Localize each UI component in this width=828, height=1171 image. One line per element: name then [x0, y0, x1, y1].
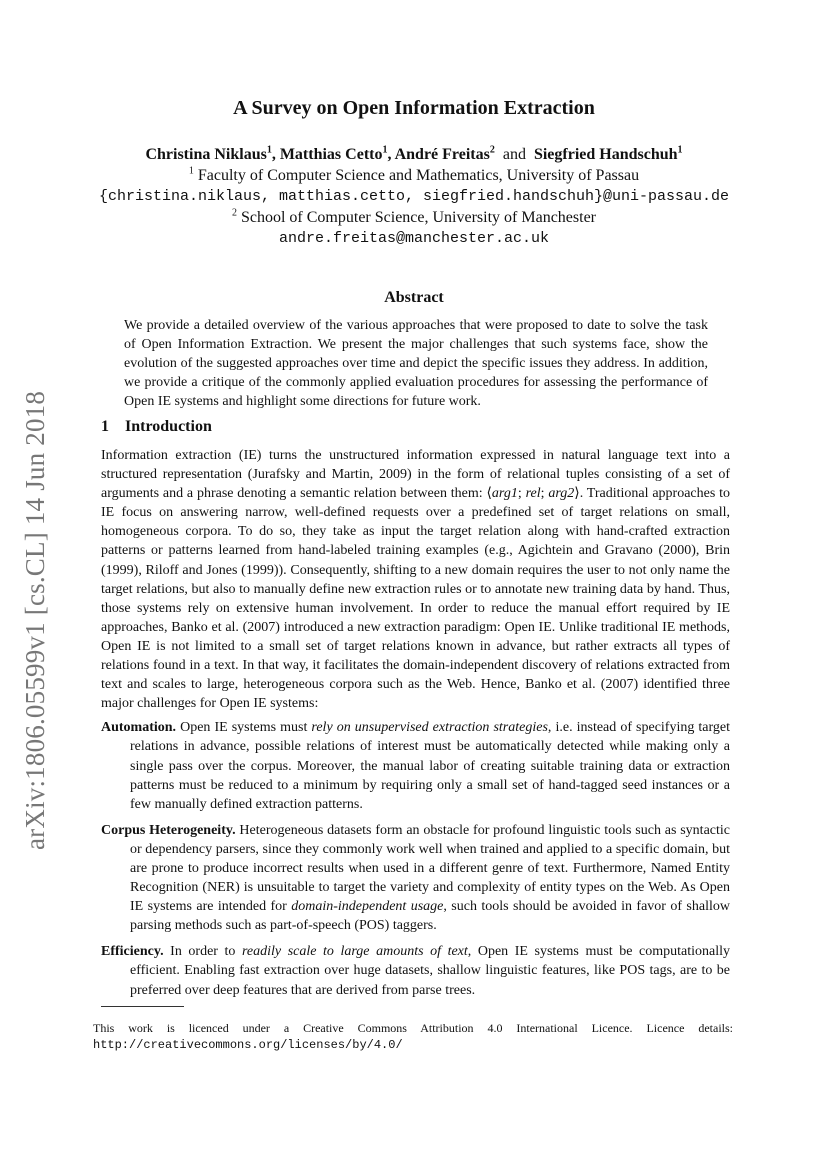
license-link[interactable]: http://creativecommons.org/licenses/by/4.0/	[93, 1038, 403, 1052]
tuple-rel: rel	[525, 486, 541, 502]
affiliation-1	[0, 165, 828, 186]
tuple-arg2: arg2	[548, 486, 575, 502]
tuple-arg1: arg1	[491, 486, 518, 502]
arxiv-identifier: arXiv:1806.05599v1 [cs.CL] 14 Jun 2018	[20, 390, 50, 850]
affiliation-2-text: School of Computer Science, University of Manchester	[240, 209, 597, 226]
author-4-affil: 1	[677, 144, 683, 156]
license-footnote	[93, 1020, 733, 1053]
section-title: Introduction	[125, 418, 212, 435]
challenge-corpus-heterogeneity	[101, 821, 730, 936]
challenge-text-end: , Open IE systems must be computationally efficient. Enabling fast extraction over huge datasets, shallow linguistic features, like POS tags, are to be preferred over deep features that are derived from parse trees.	[130, 944, 730, 998]
affiliation-1-text: Faculty of Computer Science and Mathematics, University of Passau	[197, 167, 640, 184]
author-3: André Freitas	[394, 146, 490, 163]
challenge-term: Corpus Heterogeneity.	[101, 822, 236, 838]
author-and: and	[502, 146, 526, 163]
author-2-affil: 1	[382, 144, 388, 156]
affiliation-1-mark: 1	[188, 165, 194, 177]
footnote-rule	[101, 1006, 184, 1007]
section-number: 1	[101, 418, 109, 435]
footnote-text: This work is licenced under a Creative Commons Attribution 4.0 International Licence. Licence details:	[93, 1021, 733, 1035]
challenge-text: Heterogeneous datasets form an obstacle for profound linguistic tools such as syntactic or dependency parsers, since they commonly work well when trained and applied to a specific domain, but are prone to produce incorrect results when used in a different genre of text. Furthermore, Named Entity Recognition (NER) is unsuitable to target the variety and complexity of entity types on the Web. As Open IE systems are intended for	[130, 822, 730, 915]
challenge-emphasis: domain-independent usage	[291, 899, 444, 915]
challenge-efficiency	[101, 942, 730, 999]
challenge-term: Automation.	[101, 720, 177, 736]
author-names: Christina Niklaus$^1$, Matthias Cetto$^1$, André Freitas$^2$ and Siegfried Handschuh$^1$	[145, 144, 683, 163]
author-2: Matthias Cetto	[279, 146, 383, 163]
intro-paragraph	[101, 446, 730, 713]
challenge-emphasis: rely on unsupervised extraction strategies	[311, 720, 548, 736]
section-heading	[101, 418, 212, 436]
affiliation-2-mark: 2	[231, 207, 237, 219]
affiliation-2	[0, 207, 828, 228]
challenge-text: In order to	[163, 944, 242, 960]
abstract-heading: Abstract	[384, 289, 444, 306]
intro-text-a: Information extraction (IE) turns the unstructured information expressed in natural language text into a structured representation (Jurafsky and Martin, 2009) in the form of relational tuples consisting of a set of arguments and a phrase denoting a semantic relation between them: ⟨	[101, 448, 730, 502]
paper-title: A Survey on Open Information Extraction	[233, 97, 595, 119]
challenge-text-end: , i.e. instead of specifying target relations in advance, possible relations of interest must be automatically detected while making only a single pass over the corpus. Moreover, the manual labor of creating suitable training data or extraction patterns must be reduced to a minimum by requiring only a small set of hand-tagged seed instances or a few manually defined extraction patterns.	[130, 720, 731, 812]
challenge-automation	[101, 718, 730, 813]
author-1: Christina Niklaus	[145, 146, 267, 163]
email-manchester: andre.freitas@manchester.ac.uk	[278, 230, 550, 247]
tuple-sep-2: ;	[540, 486, 549, 502]
challenge-text: Open IE systems must	[176, 720, 312, 736]
challenge-emphasis: readily scale to large amounts of text	[241, 944, 468, 960]
challenge-list	[101, 718, 730, 999]
intro-text-b: ⟩. Traditional approaches to IE focus on answering narrow, well-defined requests over a predefined set of target relations on small, homogeneous corpora. To do so, they take as input the target relation along with hand-crafted extraction patterns or patterns learned from hand-labeled training examples (e.g., Agichtein and Gravano (2000), Brin (1999), Riloff and Jones (1999)). Consequently, shifting to a new domain requires the user to not only name the target relations, but also to manually define new extraction rules or to annotate new training data by hand. Thus, those systems rely on extensive human involvement. In order to reduce the manual effort required by IE approaches, Banko et al. (2007) introduced a new extraction paradigm: Open IE. Unlike traditional IE methods, Open IE is not limited to a small set of target relations known in advance, but rather extracts all types of relations found in a text. In that way, it facilitates the domain-independent discovery of relations extracted from text and scales to large, heterogeneous corpora such as the Web. Hence, Banko et al. (2007) identified three major challenges for Open IE systems:	[101, 486, 731, 712]
challenge-text-end: , such tools should be avoided in favor of shallow parsing methods such as part-of-speech (POS) taggers.	[130, 899, 730, 934]
introduction-body	[101, 446, 730, 1007]
author-block	[0, 144, 828, 249]
author-3-affil: 2	[489, 144, 495, 156]
challenge-term: Efficiency.	[101, 944, 164, 960]
author-4: Siegfried Handschuh	[533, 146, 678, 163]
abstract-text: We provide a detailed overview of the various approaches that were proposed to date to solve the task of Open Information Extraction. We present the major challenges that such systems face, show the evolution of the suggested approaches over time and depict the specific issues they address. In addition, we provide a critique of the commonly applied evaluation procedures for assessing the performance of Open IE systems and highlight some directions for future work.	[124, 318, 708, 409]
author-1-affil: 1	[266, 144, 272, 156]
email-passau: {christina.niklaus, matthias.cetto, siegfried.handschuh}@uni-passau.de	[98, 188, 730, 205]
tuple-sep-1: ;	[517, 486, 526, 502]
